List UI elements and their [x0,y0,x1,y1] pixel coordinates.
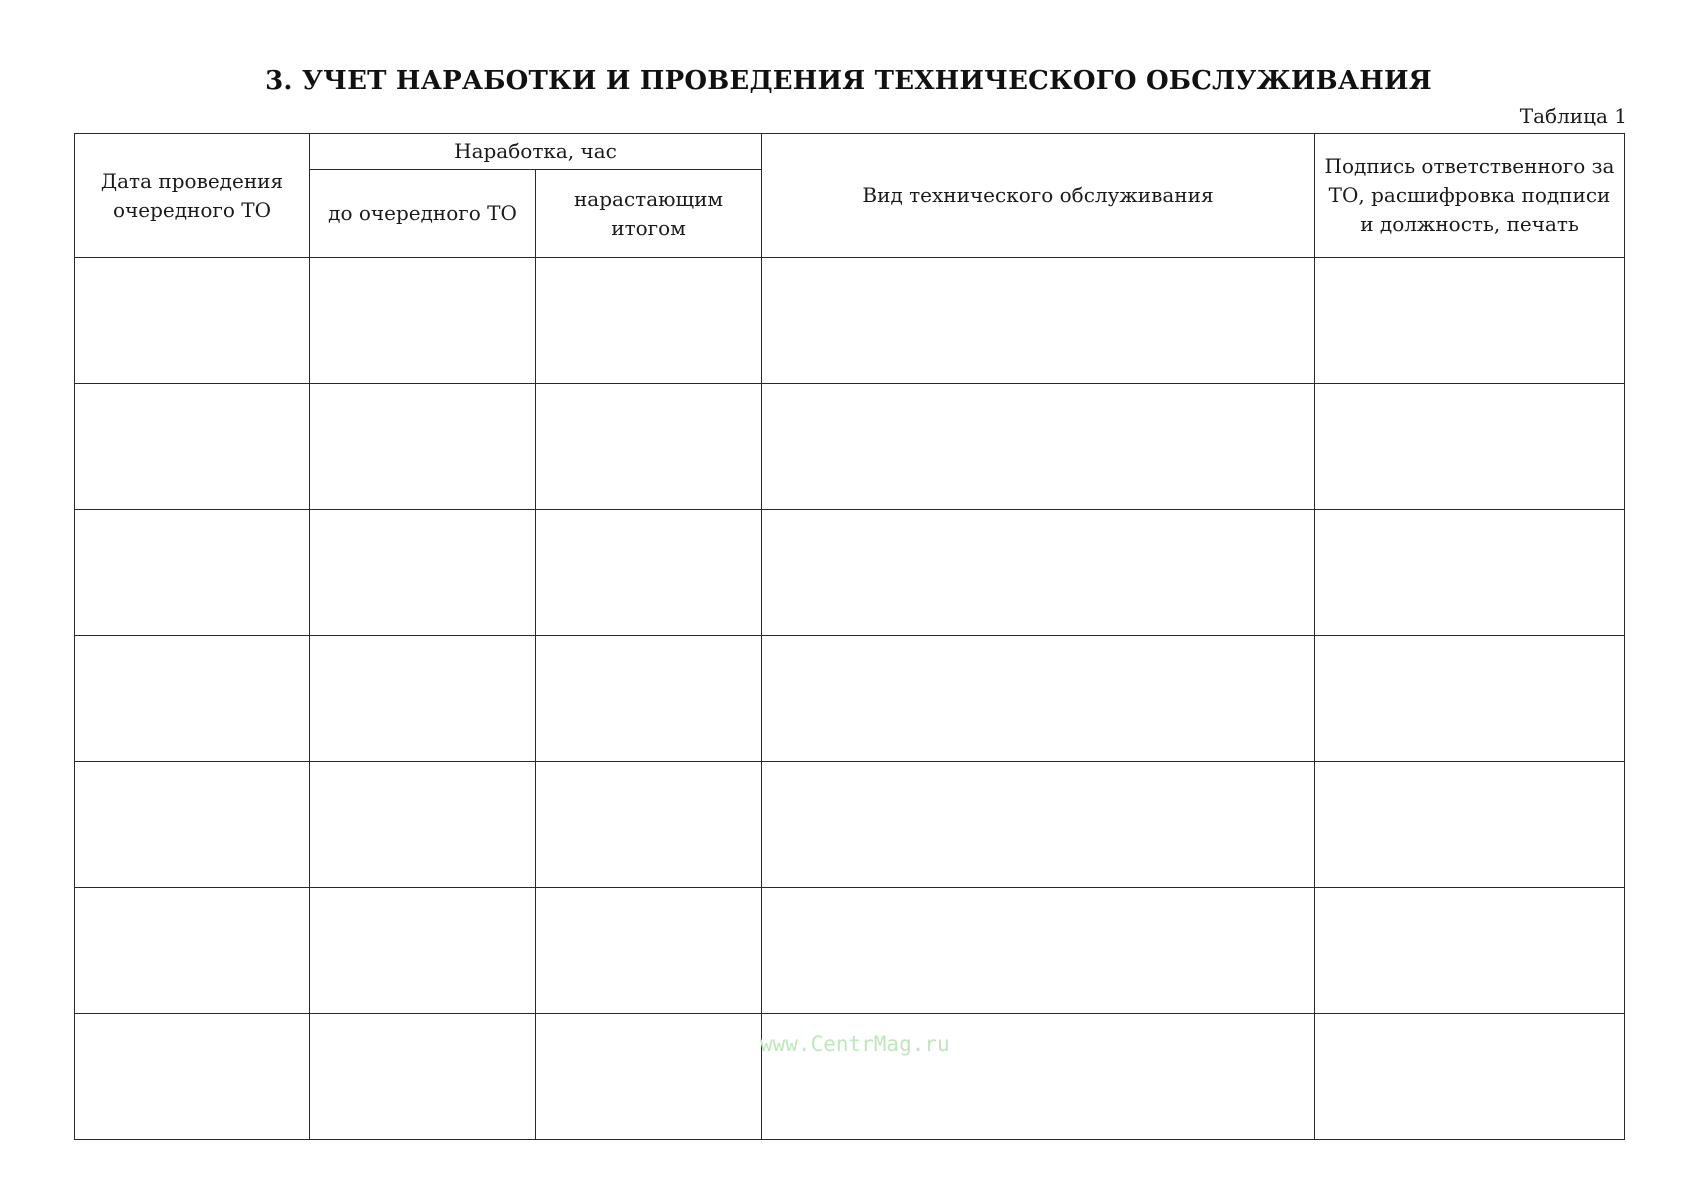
cell-date[interactable] [75,384,310,510]
cell-until-next[interactable] [310,762,536,888]
cell-maintenance-type[interactable] [762,636,1315,762]
cell-date[interactable] [75,1014,310,1140]
cell-date[interactable] [75,888,310,1014]
cell-maintenance-type[interactable] [762,384,1315,510]
cell-date[interactable] [75,762,310,888]
cell-until-next[interactable] [310,636,536,762]
site-watermark: www.CentrMag.ru [760,1032,950,1056]
maintenance-log-table [74,133,1625,1140]
cell-signature[interactable] [1315,636,1625,762]
header-maintenance-type: Вид технического обслуживания [762,134,1315,258]
cell-signature[interactable] [1315,762,1625,888]
cell-signature[interactable] [1315,258,1625,384]
header-until-next: до очередного ТО [310,170,536,258]
cell-maintenance-type[interactable] [762,510,1315,636]
table-row [75,384,1625,510]
cell-until-next[interactable] [310,384,536,510]
cell-cumulative[interactable] [536,258,762,384]
cell-cumulative[interactable] [536,1014,762,1140]
header-cumulative: нарастающим итогом [536,170,762,258]
cell-cumulative[interactable] [536,762,762,888]
cell-maintenance-type[interactable] [762,762,1315,888]
cell-signature[interactable] [1315,1014,1625,1140]
table-row [75,762,1625,888]
cell-cumulative[interactable] [536,384,762,510]
header-signature: Подпись ответственного за ТО, расшифровка подписи и должность, печать [1315,134,1625,258]
cell-date[interactable] [75,510,310,636]
cell-cumulative[interactable] [536,636,762,762]
table-row [75,510,1625,636]
cell-maintenance-type[interactable] [762,888,1315,1014]
page-title: 3. УЧЕТ НАРАБОТКИ И ПРОВЕДЕНИЯ ТЕХНИЧЕСКОГО ОБСЛУЖИВАНИЯ [265,66,1432,96]
cell-until-next[interactable] [310,1014,536,1140]
cell-cumulative[interactable] [536,888,762,1014]
cell-date[interactable] [75,636,310,762]
header-operating-hours: Наработка, час [310,134,762,170]
cell-cumulative[interactable] [536,510,762,636]
table-number-label: Таблица 1 [1519,104,1627,128]
cell-signature[interactable] [1315,510,1625,636]
cell-until-next[interactable] [310,888,536,1014]
cell-until-next[interactable] [310,258,536,384]
cell-maintenance-type[interactable] [762,258,1315,384]
table-row [75,888,1625,1014]
cell-date[interactable] [75,258,310,384]
cell-signature[interactable] [1315,888,1625,1014]
table-row [75,258,1625,384]
cell-signature[interactable] [1315,384,1625,510]
header-date: Дата проведения очередного ТО [75,134,310,258]
cell-until-next[interactable] [310,510,536,636]
table-row [75,636,1625,762]
